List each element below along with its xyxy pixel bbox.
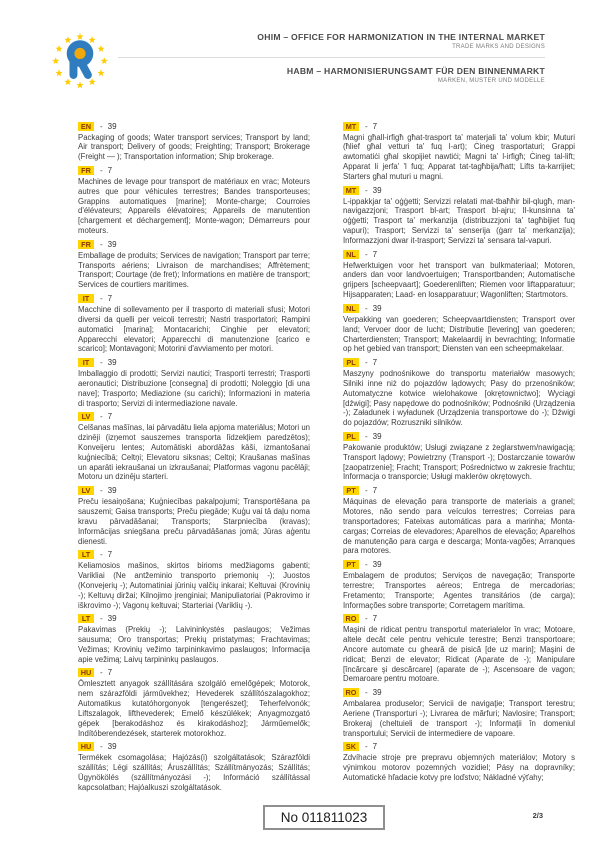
separator: - — [100, 742, 103, 751]
class-number: 39 — [372, 185, 382, 195]
class-number: 39 — [107, 357, 117, 367]
section-text: Macchine di sollevamento per il trasporto di materiali sfusi; Motori diversi da quelli per veicoli terrestri; Nastri trasportatori; Rampini automatici [marina]; Montacarichi; Cinghie per elevatori; Apparecchi elevatori; Apparecchi di manutenzione [carico e scarico]; Montavagoni; Motorini d'avviamento per motori. — [78, 304, 310, 354]
class-number: 7 — [372, 357, 378, 367]
separator: - — [100, 411, 103, 421]
section-heading — [78, 613, 310, 623]
class-number: 7 — [372, 485, 378, 495]
language-code-badge: LV — [78, 486, 94, 495]
section-text: L-ippakkjar ta' oġġetti; Servizzi relatati mat-tbaħħir bil-qlugħ, man-navigazzjoni; Trasport bl-art; Trasport bl-ajru; Il-kunsinna ta' oġġetti; Trasport ta' merkanzija (distribuzzjoni ta' tagħbijiet fuq vapuri); Trasport; Servizzi ta' senserija (ġarr ta' merkanzija); Informazzjoni dwar it-trasport; Servizzi ta' sensara tal-vapuri. — [343, 196, 575, 246]
left-column — [78, 118, 310, 802]
language-code-badge: RO — [343, 688, 359, 697]
section-lv-7 — [78, 411, 310, 482]
section-text: Emballage de produits; Services de navigation; Transport par terre; Transports aériens; Livraison de marchandises; Affrètement; Transport; Courtage (de fret); Informations en matière de transport; Services de courtiers maritimes. — [78, 250, 310, 290]
section-heading — [78, 165, 310, 175]
section-text: Pakavimas (Prekių -); Laivininkystės paslaugos; Vežimas sausuma; Oro transportas; Prekių pristatymas; Frachtavimas; Vežimas; Krovinių vežimo tarpininkavimo paslaugos; Informacija apie vežimą; Laivų tarpininkų paslaugos. — [78, 624, 310, 664]
separator: - — [365, 357, 368, 367]
separator: - — [365, 249, 368, 259]
section-text: Zdvíhacie stroje pre prepravu objemných materiálov; Motory s výnimkou motorov pozemných vozidiel; Pásy na dopravníky; Automatické hľadacie kotvy pre loďstvo; Nákladné výťahy; — [343, 753, 575, 782]
class-number: 39 — [107, 121, 117, 131]
separator: - — [365, 742, 368, 751]
section-lt-39 — [78, 613, 310, 664]
section-hu-39 — [78, 742, 310, 793]
language-code-badge: MT — [343, 186, 359, 195]
separator: - — [100, 239, 103, 249]
language-code-badge: HU — [78, 742, 94, 751]
language-code-badge: RO — [343, 614, 359, 623]
language-code-badge: FR — [78, 240, 94, 249]
section-pt-39 — [343, 559, 575, 610]
section-heading — [78, 549, 310, 559]
section-heading — [343, 249, 575, 259]
section-ro-39 — [343, 687, 575, 738]
separator: - — [100, 293, 103, 303]
class-number: 39 — [372, 431, 382, 441]
language-code-badge: PL — [343, 358, 359, 367]
section-it-39 — [78, 357, 310, 408]
separator: - — [365, 687, 368, 697]
separator: - — [100, 613, 103, 623]
section-text: Termékek csomagolása; Hajózás(i) szolgáltatások; Szárazföldi szállítás; Légi szállítás; Áruszállítás; Szállítmányozás; Szállítás; Ügynökölés (szállítmányozási -); Információ szállítással kapcsolatban; Hajóalkuszi szolgáltatások. — [78, 753, 310, 792]
office-name-en: OHIM – OFFICE FOR HARMONIZATION IN THE INTERNAL MARKET — [257, 32, 545, 42]
separator: - — [100, 357, 103, 367]
language-code-badge: NL — [343, 250, 359, 259]
section-mt-7 — [343, 121, 575, 182]
section-heading — [78, 485, 310, 495]
section-heading — [78, 411, 310, 421]
section-fr-7 — [78, 165, 310, 236]
section-fr-39 — [78, 239, 310, 290]
section-heading — [78, 668, 310, 678]
section-heading — [343, 613, 575, 623]
ohim-rtm-logo — [52, 24, 108, 98]
separator: - — [365, 485, 368, 495]
section-heading — [343, 559, 575, 569]
right-column — [343, 118, 575, 802]
section-heading — [78, 121, 310, 131]
section-heading — [78, 742, 310, 752]
section-nl-39 — [343, 303, 575, 354]
class-number: 39 — [107, 613, 117, 623]
separator: - — [365, 121, 368, 131]
section-text: Verpakking van goederen; Scheepvaartdiensten; Transport over land; Vervoer door de lucht; Distributie [levering] van goederen; Charterdiensten; Transport; Makelaardij in bevrachting; Informatie op het gebied van transport; Diensten van een scheepmakelaar. — [343, 314, 575, 354]
class-number: 7 — [372, 121, 378, 131]
language-code-badge: EN — [78, 122, 94, 131]
section-heading — [343, 303, 575, 313]
section-text: Pakowanie produktów; Usługi związane z żeglarstwem/nawigacją; Transport lądowy; Powietrzny (Transport -); Dostarczanie towarów [zaopatrzenie]; Fracht; Transport; Pośrednictwo w zakresie frachtu; Informacja o transporcie; Usługi maklerów okrętowych. — [343, 442, 575, 482]
section-text: Imballaggio di prodotti; Servizi nautici; Trasporti terrestri; Trasporti aeronautici; Distribuzione [consegna] di prodotti; Noleggio [di una nave]; Trasporto; Mediazione (su carichi); Informazioni in materia di trasporto; Servizi di intermediazione navale. — [78, 368, 310, 408]
section-text: Ömlesztett anyagok szállítására szolgáló emelőgépek; Motorok, nem szárazföldi járművekhez; Hevederek szállítószalagokhoz; Automatikus kutatóhorgonyok [tengerészet]; Teherfelvonók; Liftszalagok, lifthevederek; Emelő készülékek; Anyagmozgató gépek [berakodáshoz és kirakodáshoz]; Járműemelők; Indítóberendezések, starterek motorokhoz. — [78, 679, 310, 738]
section-heading — [78, 293, 310, 303]
class-number: 7 — [107, 668, 113, 678]
section-text: Celšanas mašīnas, lai pārvadātu liela apjoma materiālus; Motori un dzinēji (izņemot sauszemes transporta līdzekļiem paredzētos); Konveijeru lentes; Automātiski abordāžas kāši, izmantošanai kuģniecībā; Celtņi; Elevatoru siksnas; Celtņi; Kraušanas mašīnas un aparāti iekraušanai un izkraušanai; Platformas vagonu pacēlāji; Motoru un dzinēju starteri. — [78, 422, 310, 482]
section-sk-7 — [343, 742, 575, 783]
section-hu-7 — [78, 668, 310, 739]
language-code-badge: PL — [343, 432, 359, 441]
class-number: 7 — [107, 549, 113, 559]
language-code-badge: NL — [343, 304, 359, 313]
separator: - — [100, 485, 103, 495]
page-number: 2/3 — [532, 811, 543, 820]
section-heading — [343, 357, 575, 367]
section-en-39 — [78, 121, 310, 162]
section-heading — [343, 485, 575, 495]
header-divider — [118, 57, 545, 58]
goods-services-listing — [78, 118, 575, 802]
header-german — [287, 66, 545, 84]
class-number: 39 — [107, 485, 117, 495]
separator: - — [100, 549, 103, 559]
separator: - — [365, 303, 368, 313]
logo-r-glyph — [71, 44, 90, 75]
section-heading — [343, 431, 575, 441]
section-text: Ambalarea produselor; Servicii de navigaţie; Transport terestru; Aeriene (Transporturi -); Livrarea de mărfuri; Navlosire; Transport; Brokeraj (cheltuieli de transport -); Informaţii în domeniul transportului; Servicii de intermediere de vapoare. — [343, 698, 575, 738]
class-number: 39 — [372, 687, 382, 697]
section-text: Maszyny podnośnikowe do transportu materiałów masowych; Silniki inne niż do pojazdów lądowych; Pasy do przenośników; Automatyczne kotwice wielohakowe [okrętownictwo]; Wyciągi [dźwigi]; Pasy napędowe do podnośników; Podnośniki (Urządzenia -); Załadunek i wyładunek (Urządzenia transportowe do -); Dźwigi do pojazdów; Rozruszniki silników. — [343, 368, 575, 428]
section-text: Hefwerktuigen voor het transport van bulkmateriaal; Motoren, anders dan voor landvoertuigen; Transportbanden; Automatische grijpers [scheepvaart]; Goederenliften; Riemen voor liftapparatuur; Hijsapparaten; Laad- en losapparatuur; Wagonliften; Startmotors. — [343, 260, 575, 300]
section-heading — [343, 742, 575, 752]
section-heading — [343, 185, 575, 195]
class-number: 39 — [107, 742, 117, 751]
separator: - — [100, 121, 103, 131]
section-lv-39 — [78, 485, 310, 546]
section-heading — [78, 239, 310, 249]
class-number: 7 — [372, 613, 378, 623]
language-code-badge: LT — [78, 550, 94, 559]
language-code-badge: IT — [78, 358, 94, 367]
section-lt-7 — [78, 549, 310, 610]
section-text: Packaging of goods; Water transport services; Transport by land; Air transport; Delivery of goods; Freighting; Transport; Brokerage (Freight — ); Transportation information; Ship brokerage. — [78, 132, 310, 162]
section-heading — [343, 687, 575, 697]
language-code-badge: LV — [78, 412, 94, 421]
section-text: Magni għall-irfigħ għat-trasport ta' materjali ta' volum kbir; Muturi (ħlief għal vetturi ta' fuq l-art); Ċineg trasportaturi; Grappi awtomatiċi għal skopijiet nawtiċi; Magni ta' l-irfigħ; Ċineg tal-lift; Apparat li jerfa' 'l fuq; Apparat tat-tagħbija/ħatt; Lifts ta-karrijiet; Starters għal muturi u magni. — [343, 132, 575, 182]
section-nl-7 — [343, 249, 575, 300]
section-pt-7 — [343, 485, 575, 556]
section-mt-39 — [343, 185, 575, 246]
separator: - — [100, 165, 103, 175]
separator: - — [365, 613, 368, 623]
office-subtitle-en: TRADE MARKS AND DESIGNS — [452, 43, 545, 50]
separator: - — [100, 668, 103, 678]
class-number: 7 — [372, 742, 378, 751]
section-text: Preču iesaiņošana; Kuģniecības pakalpojumi; Transportēšana pa sauszemi; Gaisa transports; Preču piegāde; Kuģu vai tā daļu noma kravu pārvadāšanai; Transports; Starpniecība (kravas); Informācijas sniegšana preču pārvadāšanas jomā; Jūras aģentu dienesti. — [78, 496, 310, 546]
section-text: Máquinas de elevação para transporte de materiais a granel; Motores, não sendo para veículos terrestres; Correias para transportadores; Fateixas automáticas para a marinha; Monta-cargas; Correias de elevadores; Aparelhos de elevação; Aparelhos de manutenção para carga e descarga; Monta-vagões; Arranques para motores. — [343, 496, 575, 556]
separator: - — [365, 431, 368, 441]
office-name-de: HABM – HARMONISIERUNGSAMT FÜR DEN BINNENMARKT — [286, 66, 545, 76]
language-code-badge: PT — [343, 486, 359, 495]
language-code-badge: LT — [78, 614, 94, 623]
separator: - — [365, 185, 368, 195]
language-code-badge: MT — [343, 122, 359, 131]
language-code-badge: HU — [78, 668, 94, 677]
office-subtitle-de: MARKEN, MUSTER UND MODELLE — [437, 77, 545, 84]
language-code-badge: IT — [78, 294, 94, 303]
class-number: 7 — [107, 293, 113, 303]
class-number: 7 — [372, 249, 378, 259]
section-text: Maşini de ridicat pentru transportul materialelor în vrac; Motoare, altele decât cele pentru vehicule terestre; Benzi transportoare; Ancore automate cu gheară de pisică [de uz marin]; Maşini de ridicat; Benzi de elevator; Ridicat (Aparate de -); Manipulare [încărcare şi descărcare] (aparate de -); Ascensoare de vagon; Demaroare pentru motoare. — [343, 624, 575, 684]
class-number: 7 — [107, 411, 113, 421]
section-heading — [78, 357, 310, 367]
application-number-box: No 011811023 — [263, 805, 385, 830]
section-it-7 — [78, 293, 310, 354]
logo-dot — [74, 48, 85, 59]
header-english — [257, 32, 545, 50]
language-code-badge: PT — [343, 560, 359, 569]
class-number: 39 — [372, 303, 382, 313]
language-code-badge: SK — [343, 742, 359, 751]
class-number: 39 — [372, 559, 382, 569]
section-text: Embalagem de produtos; Serviços de navegação; Transporte terrestre; Transportes aéreos; Entrega de mercadorias; Fretamento; Transporte; Agentes transitários (de carga); Informações sobre transporte; Corretagem marítima. — [343, 570, 575, 610]
separator: - — [365, 559, 368, 569]
section-pl-7 — [343, 357, 575, 428]
class-number: 39 — [107, 239, 117, 249]
section-text: Machines de levage pour transport de matériaux en vrac; Moteurs autres que pour véhicules terrestres; Bandes transporteuses; Grappins automatiques [marine]; Monte-charge; Courroies d'élévateurs; Appareils élévatoires; Appareils de manutention [chargement et déchargement]; Monte-wagon; Démarreurs pour moteurs. — [78, 176, 310, 236]
section-text: Keliamosios mašinos, skirtos birioms medžiagoms gabenti; Varikliai (Ne antžeminio transporto priemonių -); Juostos (Konvejerių -); Automatiniai jūrinių valčių inkarai; Keltuvai (Krovinių -); Keltuvų diržai; Kilnojimo įrenginiai; Manipuliatoriai (Pakrovimo ir iškrovimo -); Vagonų keltuvai; Starteriai (Variklių -). — [78, 560, 310, 610]
section-heading — [343, 121, 575, 131]
class-number: 7 — [107, 165, 113, 175]
language-code-badge: FR — [78, 166, 94, 175]
section-pl-39 — [343, 431, 575, 482]
section-ro-7 — [343, 613, 575, 684]
